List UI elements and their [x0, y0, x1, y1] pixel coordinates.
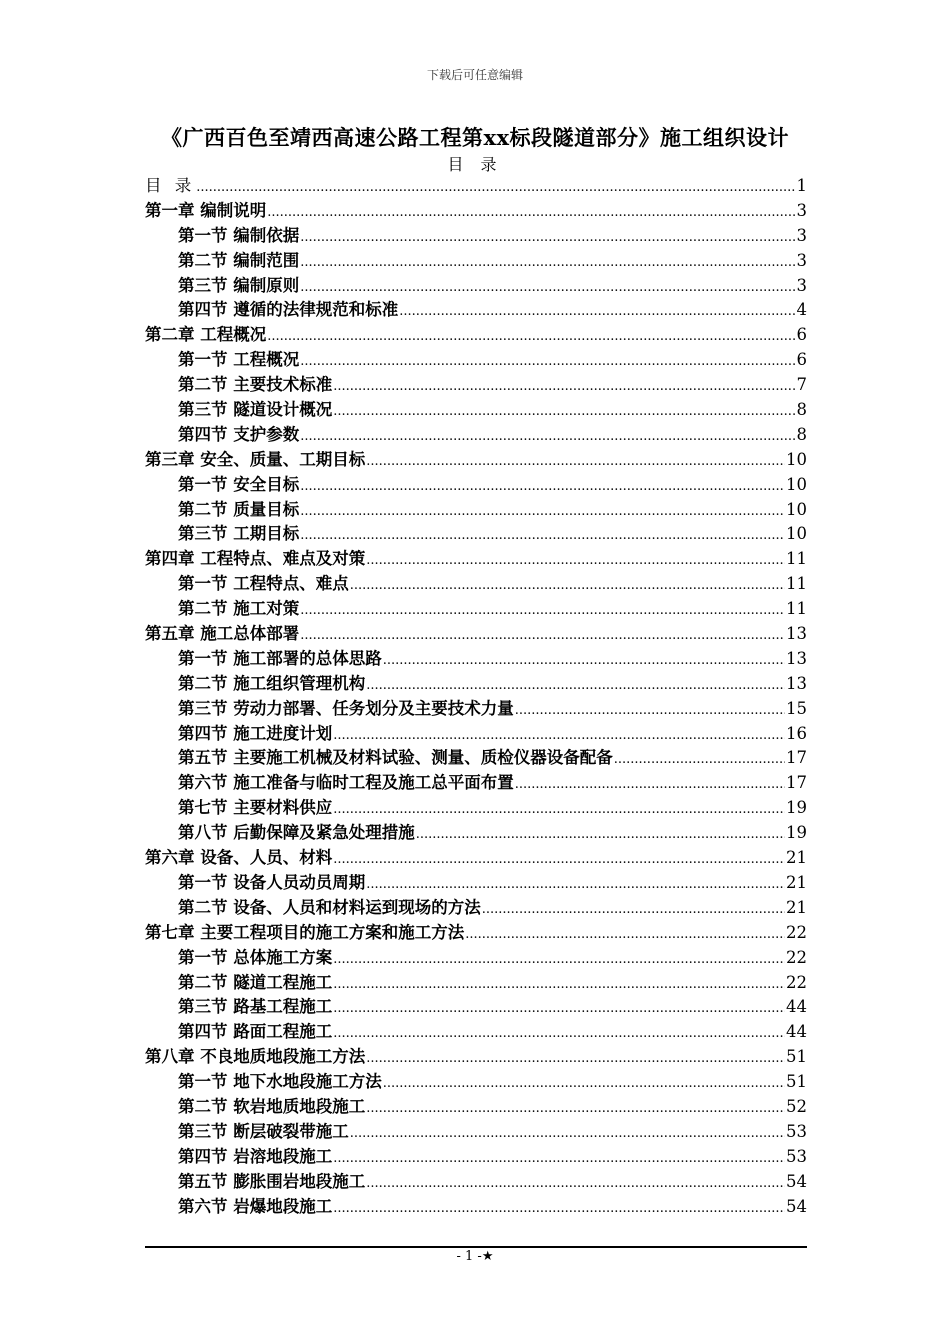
- toc-section-entry[interactable]: [145, 498, 807, 523]
- toc-dot-leader: [399, 298, 795, 325]
- toc-entry-label: 第七章 主要工程项目的施工方案和施工方法: [145, 922, 465, 942]
- footer-rule: [145, 1246, 807, 1248]
- toc-section-entry[interactable]: [145, 697, 807, 722]
- toc-entry-label: 第六章 设备、人员、材料: [145, 848, 333, 868]
- toc-dot-leader: [300, 597, 785, 624]
- toc-entry-page: 17: [786, 748, 807, 768]
- toc-dot-leader: [614, 746, 785, 773]
- toc-entry-page: 11: [786, 549, 807, 569]
- toc-section-entry[interactable]: [145, 398, 807, 423]
- toc-dot-leader: [300, 249, 795, 276]
- toc-dot-leader: [515, 697, 785, 724]
- toc-chapter-entry[interactable]: [145, 199, 807, 224]
- toc-entry-page: 54: [786, 1171, 807, 1191]
- toc-section-entry[interactable]: [145, 597, 807, 622]
- toc-entry-label: 第三节 劳动力部署、任务划分及主要技术力量: [178, 698, 514, 718]
- toc-entry-page: 22: [786, 922, 807, 942]
- toc-entry-label: 第一节 设备人员动员周期: [178, 872, 366, 892]
- toc-dot-leader: [350, 1120, 785, 1147]
- toc-dot-leader: [300, 522, 785, 549]
- toc-entry-page: 21: [786, 848, 807, 868]
- toc-dot-leader: [366, 871, 785, 898]
- toc-entry-page: 3: [796, 250, 807, 270]
- toc-entry-label: 第四节 施工进度计划: [178, 723, 333, 743]
- toc-chapter-entry[interactable]: [145, 1045, 807, 1070]
- toc-dot-leader: [300, 622, 785, 649]
- toc-dot-leader: [515, 771, 785, 798]
- toc-entry-page: 53: [786, 1121, 807, 1141]
- toc-section-entry[interactable]: [145, 1070, 807, 1095]
- toc-section-entry[interactable]: [145, 274, 807, 299]
- toc-dot-leader: [333, 1145, 785, 1172]
- toc-entry-label: 第四章 工程特点、难点及对策: [145, 549, 366, 569]
- toc-entry-label: 第一节 工程概况: [178, 350, 300, 370]
- toc-entry-label: 第三节 路基工程施工: [178, 997, 333, 1017]
- toc-section-entry[interactable]: [145, 871, 807, 896]
- toc-section-entry[interactable]: [145, 1095, 807, 1120]
- toc-entry-page: 13: [786, 648, 807, 668]
- toc-entry-label: 第三节 编制原则: [178, 275, 300, 295]
- toc-dot-leader: [333, 796, 785, 823]
- toc-section-entry[interactable]: [145, 298, 807, 323]
- toc-section-entry[interactable]: [145, 348, 807, 373]
- toc-dot-leader: [300, 274, 795, 301]
- toc-entry-page: 54: [786, 1196, 807, 1216]
- toc-entry-page: 3: [796, 200, 807, 220]
- toc-section-entry[interactable]: [145, 821, 807, 846]
- toc-section-entry[interactable]: [145, 1170, 807, 1195]
- toc-entry-label: 第六节 施工准备与临时工程及施工总平面布置: [178, 773, 514, 793]
- toc-dot-leader: [350, 572, 785, 599]
- toc-section-entry[interactable]: [145, 647, 807, 672]
- toc-entry-page: 19: [786, 823, 807, 843]
- toc-section-entry[interactable]: [145, 896, 807, 921]
- toc-dot-leader: [267, 199, 795, 226]
- toc-dot-leader: [465, 921, 785, 948]
- toc-entry-label: 第一节 施工部署的总体思路: [178, 648, 382, 668]
- toc-dot-leader: [300, 423, 795, 450]
- toc-dot-leader: [366, 672, 785, 699]
- toc-section-entry[interactable]: [145, 572, 807, 597]
- toc-chapter-entry[interactable]: [145, 174, 807, 199]
- toc-entry-label: 第七节 主要材料供应: [178, 798, 333, 818]
- toc-entry-page: 4: [796, 300, 807, 320]
- toc-section-entry[interactable]: [145, 971, 807, 996]
- toc-entry-page: 11: [786, 574, 807, 594]
- toc-entry-label: 第五节 膨胀围岩地段施工: [178, 1171, 366, 1191]
- toc-section-entry[interactable]: [145, 746, 807, 771]
- toc-section-entry[interactable]: [145, 373, 807, 398]
- toc-section-entry[interactable]: [145, 771, 807, 796]
- toc-entry-page: 52: [786, 1096, 807, 1116]
- toc-dot-leader: [366, 547, 785, 574]
- toc-entry-page: 22: [786, 972, 807, 992]
- toc-section-entry[interactable]: [145, 522, 807, 547]
- toc-entry-label: 第四节 支护参数: [178, 424, 300, 444]
- toc-dot-leader: [333, 1020, 785, 1047]
- toc-section-entry[interactable]: [145, 1120, 807, 1145]
- toc-entry-page: 13: [786, 673, 807, 693]
- toc-entry-label: 第三节 工期目标: [178, 524, 300, 544]
- toc-entry-page: 13: [786, 624, 807, 644]
- toc-chapter-entry[interactable]: [145, 323, 807, 348]
- toc-entry-page: 10: [786, 499, 807, 519]
- toc-section-entry[interactable]: [145, 796, 807, 821]
- toc-entry-page: 21: [786, 872, 807, 892]
- toc-entry-label: 第二节 编制范围: [178, 250, 300, 270]
- toc-dot-leader: [366, 1095, 785, 1122]
- toc-entry-page: 16: [786, 723, 807, 743]
- toc-dot-leader: [333, 846, 785, 873]
- toc-entry-label: 第四节 岩溶地段施工: [178, 1146, 333, 1166]
- toc-entry-page: 10: [786, 474, 807, 494]
- toc-entry-label: 第八节 后勤保障及紧急处理措施: [178, 823, 415, 843]
- toc-entry-label: 第二节 软岩地质地段施工: [178, 1096, 366, 1116]
- toc-dot-leader: [383, 1070, 785, 1097]
- toc-section-entry[interactable]: [145, 1145, 807, 1170]
- toc-chapter-entry[interactable]: [145, 547, 807, 572]
- toc-section-entry[interactable]: [145, 995, 807, 1020]
- toc-entry-page: 6: [796, 325, 807, 345]
- toc-entry-page: 22: [786, 947, 807, 967]
- toc-section-entry[interactable]: [145, 946, 807, 971]
- toc-entry-label: 第二节 主要技术标准: [178, 375, 333, 395]
- toc-dot-leader: [383, 647, 785, 674]
- toc-dot-leader: [333, 1195, 785, 1222]
- toc-dot-leader: [333, 722, 785, 749]
- toc-dot-leader: [333, 946, 785, 973]
- toc-entry-label: 第二节 设备、人员和材料运到现场的方法: [178, 897, 481, 917]
- toc-entry-label: 第一章 编制说明: [145, 200, 267, 220]
- toc-entry-label: 第六节 岩爆地段施工: [178, 1196, 333, 1216]
- toc-entry-page: 6: [796, 350, 807, 370]
- toc-entry-label: 第五章 施工总体部署: [145, 624, 300, 644]
- toc-entry-label: 第一节 编制依据: [178, 225, 300, 245]
- toc-section-entry[interactable]: [145, 1020, 807, 1045]
- toc-dot-leader: [196, 174, 795, 201]
- toc-section-entry[interactable]: [145, 423, 807, 448]
- toc-entry-page: 51: [786, 1072, 807, 1092]
- toc-entry-page: 8: [796, 424, 807, 444]
- toc-entry-label: 第三章 安全、质量、工期目标: [145, 449, 366, 469]
- toc-heading: 目 录: [447, 155, 503, 174]
- toc-entry-page: 11: [786, 599, 807, 619]
- toc-entry-label: 目 录: [145, 176, 196, 195]
- toc-section-entry[interactable]: [145, 672, 807, 697]
- toc-dot-leader: [333, 971, 785, 998]
- toc-chapter-entry[interactable]: [145, 622, 807, 647]
- toc-chapter-entry[interactable]: [145, 921, 807, 946]
- header-note: 下载后可任意编辑: [426, 68, 523, 82]
- toc-entry-label: 第五节 主要施工机械及材料试验、测量、质检仪器设备配备: [178, 748, 613, 768]
- toc-entry-label: 第三节 隧道设计概况: [178, 400, 333, 420]
- toc-dot-leader: [366, 1045, 785, 1072]
- page-number: - 1 -★: [456, 1249, 494, 1264]
- document-title: 《广西百色至靖西高速公路工程第xx标段隧道部分》施工组织设计: [160, 125, 790, 150]
- toc-entry-label: 第三节 断层破裂带施工: [178, 1121, 349, 1141]
- toc-entry-page: 44: [786, 1022, 807, 1042]
- toc-entry-label: 第四节 遵循的法律规范和标准: [178, 300, 399, 320]
- toc-dot-leader: [300, 348, 795, 375]
- toc-dot-leader: [333, 398, 795, 425]
- toc-dot-leader: [416, 821, 785, 848]
- toc-entry-page: 17: [786, 773, 807, 793]
- toc-dot-leader: [300, 224, 795, 251]
- toc-entry-label: 第二节 施工组织管理机构: [178, 673, 366, 693]
- toc-entry-page: 44: [786, 997, 807, 1017]
- toc-chapter-entry[interactable]: [145, 448, 807, 473]
- toc-entry-page: 15: [786, 698, 807, 718]
- toc-entry-page: 10: [786, 449, 807, 469]
- toc-entry-page: 1: [796, 176, 807, 195]
- toc-entry-label: 第一节 工程特点、难点: [178, 574, 349, 594]
- toc-dot-leader: [300, 498, 785, 525]
- toc-entry-label: 第二节 隧道工程施工: [178, 972, 333, 992]
- toc-entry-label: 第一节 地下水地段施工方法: [178, 1072, 382, 1092]
- toc-entry-label: 第二节 质量目标: [178, 499, 300, 519]
- toc-entry-label: 第二章 工程概况: [145, 325, 267, 345]
- toc-dot-leader: [333, 995, 785, 1022]
- toc-section-entry[interactable]: [145, 224, 807, 249]
- toc-dot-leader: [333, 373, 795, 400]
- toc-section-entry[interactable]: [145, 722, 807, 747]
- toc-dot-leader: [267, 323, 795, 350]
- toc-entry-page: 21: [786, 897, 807, 917]
- toc-entry-label: 第二节 施工对策: [178, 599, 300, 619]
- toc-entry-label: 第一节 安全目标: [178, 474, 300, 494]
- toc-entry-page: 51: [786, 1047, 807, 1067]
- toc-entry-page: 3: [796, 225, 807, 245]
- toc-dot-leader: [366, 448, 785, 475]
- toc-entry-label: 第四节 路面工程施工: [178, 1022, 333, 1042]
- toc-section-entry[interactable]: [145, 249, 807, 274]
- toc-dot-leader: [366, 1170, 785, 1197]
- toc-entry-page: 19: [786, 798, 807, 818]
- toc-section-entry[interactable]: [145, 1195, 807, 1220]
- toc-entry-label: 第八章 不良地质地段施工方法: [145, 1047, 366, 1067]
- toc-dot-leader: [482, 896, 785, 923]
- toc-entry-page: 53: [786, 1146, 807, 1166]
- toc-entry-page: 7: [796, 375, 807, 395]
- toc-entry-page: 10: [786, 524, 807, 544]
- toc-section-entry[interactable]: [145, 473, 807, 498]
- toc-entry-page: 3: [796, 275, 807, 295]
- toc-entry-label: 第一节 总体施工方案: [178, 947, 333, 967]
- toc-dot-leader: [300, 473, 785, 500]
- toc-chapter-entry[interactable]: [145, 846, 807, 871]
- toc-entry-page: 8: [796, 400, 807, 420]
- table-of-contents: [145, 174, 807, 1219]
